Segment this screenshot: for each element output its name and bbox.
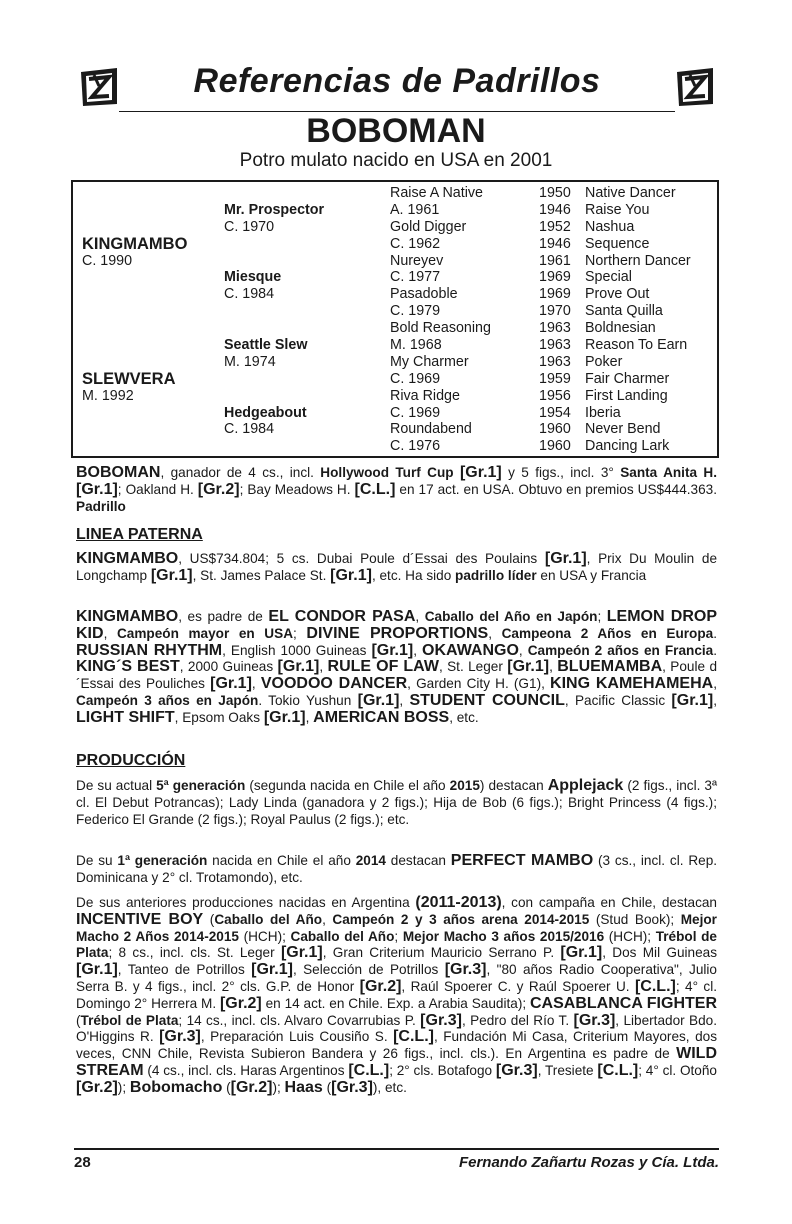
ggp-name: Bold Reasoning	[390, 320, 491, 337]
grandparent-name: Hedgeabout	[224, 404, 307, 421]
fourth-gen-entry: 1961 Northern Dancer	[539, 252, 691, 269]
ggp-birth: C. 1979	[390, 303, 441, 320]
page-header	[75, 60, 719, 112]
grandparent-name: Mr. Prospector	[224, 201, 325, 218]
pedigree-table	[71, 180, 719, 458]
fourth-gen-entry: 1959 Fair Charmer	[539, 370, 670, 387]
fourth-gen-entry: 1960 Never Bend	[539, 421, 661, 438]
ggp-name: Gold Digger	[390, 218, 467, 235]
ggp-name: Raise A Native	[390, 185, 483, 201]
company-name: Fernando Zañartu Rozas y Cía. Ltda.	[458, 1154, 719, 1171]
fourth-gen-entry: 1950 Native Dancer	[539, 185, 676, 201]
horse-name: BOBOMAN	[306, 112, 486, 150]
pedigree-grandparents	[224, 185, 384, 438]
section-title-linea: LINEA PATERNA	[76, 526, 203, 543]
ggp-birth: C. 1977	[390, 269, 441, 286]
fourth-gen-entry: 1960 Dancing Lark	[539, 438, 670, 455]
fourth-gen-entry: 1956 First Landing	[539, 387, 668, 404]
fourth-gen-entry: 1952 Nashua	[539, 218, 635, 235]
ggp-birth: C. 1962	[390, 235, 441, 252]
pedigree-fourth-generation	[539, 185, 717, 455]
logo-icon	[673, 64, 717, 108]
ggp-name: Riva Ridge	[390, 387, 460, 404]
ggp-name: Roundabend	[390, 421, 472, 438]
grandparent-birth: C. 1984	[224, 286, 275, 303]
grandparent-birth: C. 1984	[224, 421, 275, 438]
produccion-paragraph-1: De su actual 5ª generación (segunda nacida en Chile el año 2015) destacan Applejack (2 figs., incl. 3ª cl. El Debut Potrancas); Lady Linda (ganadora y 2 figs.); Hija de Bob (6 figs.); Bright Princess (4 figs.); Federico El Grande (2 figs.); Royal Paulus (2 figs.); etc.	[76, 777, 717, 827]
fourth-gen-entry: 1946 Sequence	[539, 235, 650, 252]
fourth-gen-entry: 1963 Reason To Earn	[539, 337, 688, 354]
section-title-produccion: PRODUCCIÓN	[76, 752, 186, 769]
linea-paragraph-2: KINGMAMBO, es padre de EL CONDOR PASA, Caballo del Año en Japón; LEMON DROP KID, Campeón mayor en USA; DIVINE PROPORTIONS, Campeona 2 Años en Europa. RUSSIAN RHYTHM, English 1000 Guineas [Gr.1], OKAWANGO, Campeón 2 años en Francia. KING´S BEST, 2000 Guineas [Gr.1], RULE OF LAW, St. Leger [Gr.1], BLUEMAMBA, Poule d´Essai des Pouliches [Gr.1], VOODOO DANCER, Garden City H. (G1), KING KAMEHAMEHA, Campeón 3 años en Japón. Tokio Yushun [Gr.1], STUDENT COUNCIL, Pacific Classic [Gr.1], LIGHT SHIFT, Epsom Oaks [Gr.1], AMERICAN BOSS, etc.	[76, 608, 717, 726]
grandparent-birth: C. 1970	[224, 218, 275, 235]
fourth-gen-entry: 1970 Santa Quilla	[539, 303, 663, 320]
ggp-birth: C. 1976	[390, 438, 441, 455]
grandparent-name: Seattle Slew	[224, 337, 308, 354]
pedigree-great-grandparents	[390, 185, 535, 455]
sire-birth: C. 1990	[82, 252, 133, 269]
ggp-birth: C. 1969	[390, 370, 441, 387]
dam-birth: M. 1992	[82, 387, 134, 404]
ggp-birth: M. 1968	[390, 337, 442, 354]
logo-icon	[77, 64, 121, 108]
produccion-paragraph-3: De sus anteriores producciones nacidas en Argentina (2011-2013), con campaña en Chile, destacan INCENTIVE BOY (Caballo del Año, Campeón 2 y 3 años arena 2014-2015 (Stud Book); Mejor Macho 2 Años 2014-2015 (HCH); Caballo del Año; Mejor Macho 3 años 2015/2016 (HCH); Trébol de Plata; 8 cs., incl. cls. St. Leger [Gr.1], Gran Criterium Mauricio Serrano P. [Gr.1], Dos Mil Guineas [Gr.1], Tanteo de Potrillos [Gr.1], Selección de Potrillos [Gr.3], "80 años Radio Cooperativa", Julio Serra B. y 4 figs., incl. 2° cls. G.P. de Honor [Gr.2], Raúl Spoerer C. y Raúl Spoerer U. [C.L.]; 4° cl. Domingo 2° Herrera M. [Gr.2] en 14 act. en Chile. Exp. a Arabia Saudita); CASABLANCA FIGHTER (Trébol de Plata; 14 cs., incl. cls. Alvaro Covarrubias P. [Gr.3], Pedro del Río T. [Gr.3], Libertador Bdo. O'Higgins R. [Gr.3], Preparación Luis Cousiño S. [C.L.], Fundación Mi Casa, Criterium Mayores, dos veces, CNN Chile, Revista Subieron Bandera y 26 figs., incl. cls.). En Argentina es padre de WILD STREAM (4 cs., incl. cls. Haras Argentinos [C.L.]; 2° cls. Botafogo [Gr.3], Tresiete [C.L.]; 4° cl. Otoño [Gr.2]); Bobomacho ([Gr.2]); Haas ([Gr.3]), etc.	[76, 894, 718, 1096]
sire-name: KINGMAMBO	[82, 234, 188, 253]
page-footer	[74, 1148, 719, 1174]
ggp-birth: C. 1969	[390, 404, 441, 421]
fourth-gen-entry: 1963 Boldnesian	[539, 320, 656, 337]
page-title: Referencias de Padrillos	[193, 62, 601, 100]
ggp-name: Pasadoble	[390, 286, 458, 303]
produccion-paragraph-2: De su 1ª generación nacida en Chile el año 2014 destacan PERFECT MAMBO (3 cs., incl. cl. Rep. Dominicana y 2° cl. Trotamondo), etc.	[76, 852, 718, 885]
grandparent-name: Miesque	[224, 269, 282, 286]
fourth-gen-entry: 1954 Iberia	[539, 404, 621, 421]
fourth-gen-entry: 1969 Prove Out	[539, 286, 650, 303]
fourth-gen-entry: 1969 Special	[539, 269, 632, 286]
ggp-name: My Charmer	[390, 353, 469, 370]
intro-paragraph: BOBOMAN, ganador de 4 cs., incl. Hollywood Turf Cup [Gr.1] y 5 figs., incl. 3° Santa Anita H. [Gr.1]; Oakland H. [Gr.2]; Bay Meadows H. [C.L.] en 17 act. en USA. Obtuvo en premios US$444.363. Padrillo	[76, 464, 718, 514]
pedigree-parents	[82, 185, 222, 405]
dam-name: SLEWVERA	[82, 369, 176, 388]
page-number: 28	[74, 1154, 91, 1171]
linea-paragraph-1: KINGMAMBO, US$734.804; 5 cs. Dubai Poule d´Essai des Poulains [Gr.1], Prix Du Moulin de Longchamp [Gr.1], St. James Palace St. [Gr.1], etc. Ha sido padrillo líder en USA y Francia	[76, 550, 718, 584]
horse-subtitle: Potro mulato nacido en USA en 2001	[239, 150, 553, 171]
ggp-birth: A. 1961	[390, 201, 440, 218]
fourth-gen-entry: 1946 Raise You	[539, 201, 650, 218]
grandparent-birth: M. 1974	[224, 353, 276, 370]
fourth-gen-entry: 1963 Poker	[539, 353, 623, 370]
ggp-name: Nureyev	[390, 252, 444, 269]
